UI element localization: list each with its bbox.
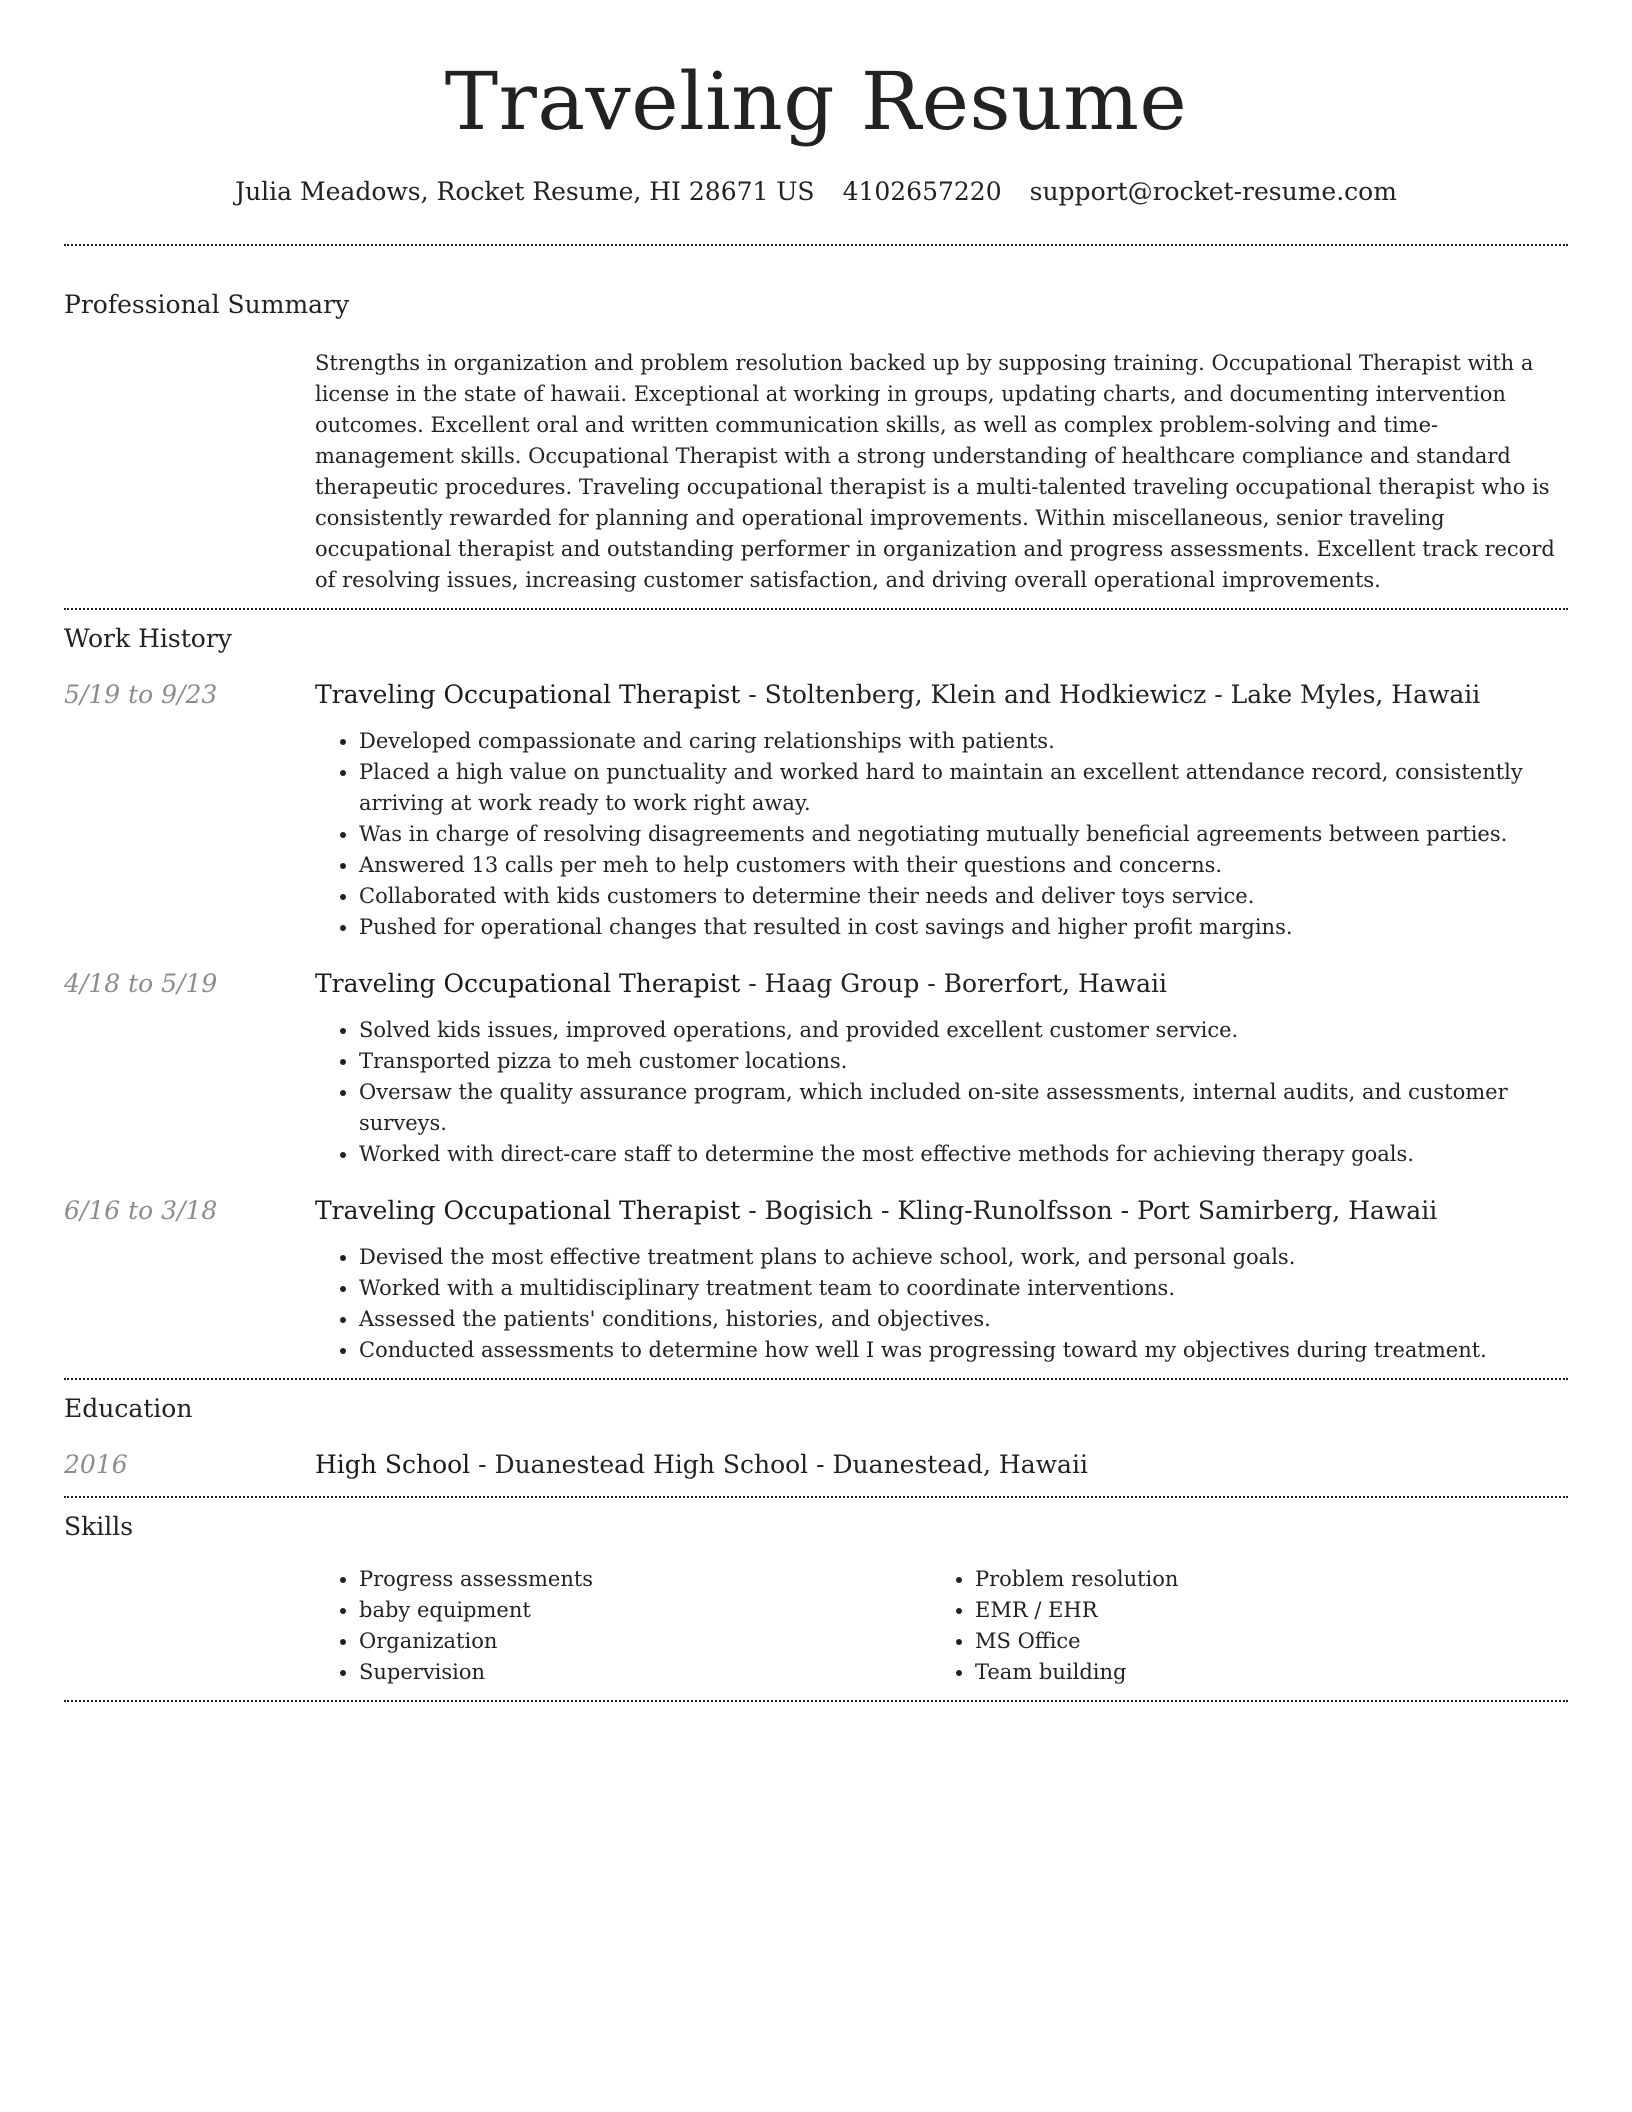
- job-title: Traveling Occupational Therapist: [315, 1196, 741, 1225]
- skill-item: • MS Office: [975, 1626, 1547, 1657]
- education-year: 2016: [64, 1450, 128, 1479]
- contact-email: support@rocket-resume.com: [1029, 177, 1397, 206]
- job-details: - Stoltenberg, Klein and Hodkiewicz - Lake Myles, Hawaii: [740, 680, 1481, 709]
- skill-item: • EMR / EHR: [975, 1595, 1547, 1626]
- skill-item: • Progress assessments: [359, 1564, 931, 1595]
- skill-item: • Team building: [975, 1657, 1547, 1688]
- skill-item: • Supervision: [359, 1657, 931, 1688]
- job-entry: [64, 678, 1568, 943]
- job-bullet: • Pushed for operational changes that resulted in cost savings and higher profit margins.: [359, 912, 1568, 943]
- job-bullet: • Was in charge of resolving disagreements and negotiating mutually beneficial agreements between parties.: [359, 819, 1568, 850]
- job-bullet: • Worked with direct-care staff to determine the most effective methods for achieving therapy goals.: [359, 1139, 1568, 1170]
- contact-line: [64, 174, 1568, 210]
- job-heading: [315, 967, 1167, 1001]
- job-bullet: • Solved kids issues, improved operations, and provided excellent customer service.: [359, 1015, 1568, 1046]
- job-title: Traveling Occupational Therapist: [315, 969, 741, 998]
- job-details: - Bogisich - Kling-Runolfsson - Port Samirberg, Hawaii: [740, 1196, 1438, 1225]
- job-heading: [315, 678, 1480, 712]
- job-bullet: • Developed compassionate and caring relationships with patients.: [359, 726, 1568, 757]
- skill-item: • Problem resolution: [975, 1564, 1547, 1595]
- job-title: Traveling Occupational Therapist: [315, 680, 741, 709]
- job-bullets: [315, 1242, 1568, 1366]
- work-history-heading: Work History: [64, 624, 232, 653]
- section-divider: [64, 608, 1568, 610]
- education-degree: High School: [315, 1450, 471, 1479]
- job-bullet: • Assessed the patients' conditions, histories, and objectives.: [359, 1304, 1568, 1335]
- resume-page: [64, 0, 1568, 1702]
- job-bullet: • Worked with a multidisciplinary treatment team to coordinate interventions.: [359, 1273, 1568, 1304]
- job-bullets: [315, 1015, 1568, 1170]
- job-bullet: • Collaborated with kids customers to determine their needs and deliver toys service.: [359, 881, 1568, 912]
- skills-column-left: [315, 1564, 931, 1688]
- job-dates: 6/16 to 3/18: [64, 1196, 218, 1225]
- education-heading: Education: [64, 1394, 193, 1423]
- job-bullet: • Oversaw the quality assurance program, which included on-site assessments, internal audits, and customer surveys.: [359, 1077, 1568, 1139]
- education-details: - Duanestead High School - Duanestead, Hawaii: [470, 1450, 1088, 1479]
- contact-address: Julia Meadows, Rocket Resume, HI 28671 US: [235, 177, 815, 206]
- contact-phone: 4102657220: [842, 177, 1002, 206]
- skills-grid: [315, 1564, 1568, 1688]
- job-dates: 4/18 to 5/19: [64, 969, 218, 998]
- job-bullet: • Devised the most effective treatment plans to achieve school, work, and personal goals.: [359, 1242, 1568, 1273]
- job-bullet: • Answered 13 calls per meh to help customers with their questions and concerns.: [359, 850, 1568, 881]
- skill-item: • Organization: [359, 1626, 931, 1657]
- job-details: - Haag Group - Borerfort, Hawaii: [740, 969, 1167, 998]
- section-divider: [64, 1496, 1568, 1498]
- section-divider: [64, 1700, 1568, 1702]
- job-bullet: • Placed a high value on punctuality and worked hard to maintain an excellent attendance record, consistently arriving at work ready to work right away.: [359, 757, 1568, 819]
- job-heading: [315, 1194, 1437, 1228]
- section-divider: [64, 1378, 1568, 1380]
- job-entry: [64, 967, 1568, 1170]
- job-bullet: • Transported pizza to meh customer locations.: [359, 1046, 1568, 1077]
- job-bullet: • Conducted assessments to determine how well I was progressing toward my objectives during treatment.: [359, 1335, 1568, 1366]
- education-heading-line: [315, 1448, 1088, 1482]
- job-entry: [64, 1194, 1568, 1366]
- skill-item: • baby equipment: [359, 1595, 931, 1626]
- skills-column-right: [931, 1564, 1547, 1688]
- section-divider: [64, 244, 1568, 246]
- job-bullets: [315, 726, 1568, 943]
- job-dates: 5/19 to 9/23: [64, 680, 218, 709]
- skills-heading: Skills: [64, 1512, 134, 1541]
- resume-title: Traveling Resume: [444, 55, 1188, 148]
- education-entry: [64, 1448, 1568, 1482]
- summary-heading: Professional Summary: [64, 290, 350, 319]
- summary-text: Strengths in organization and problem resolution backed up by supposing training. Occupational Therapist with a license in the state of hawaii. Exceptional at working in groups, updating charts, and documenting intervention outcomes. Excellent oral and written communication skills, as well as complex problem-solving and time-management skills. Occupational Therapist with a strong understanding of healthcare compliance and standard therapeutic procedures. Traveling occupational therapist is a multi-talented traveling occupational therapist who is consistently rewarded for planning and operational improvements. Within miscellaneous, senior traveling occupational therapist and outstanding performer in organization and progress assessments. Excellent track record of resolving issues, increasing customer satisfaction, and driving overall operational improvements.: [315, 351, 1555, 592]
